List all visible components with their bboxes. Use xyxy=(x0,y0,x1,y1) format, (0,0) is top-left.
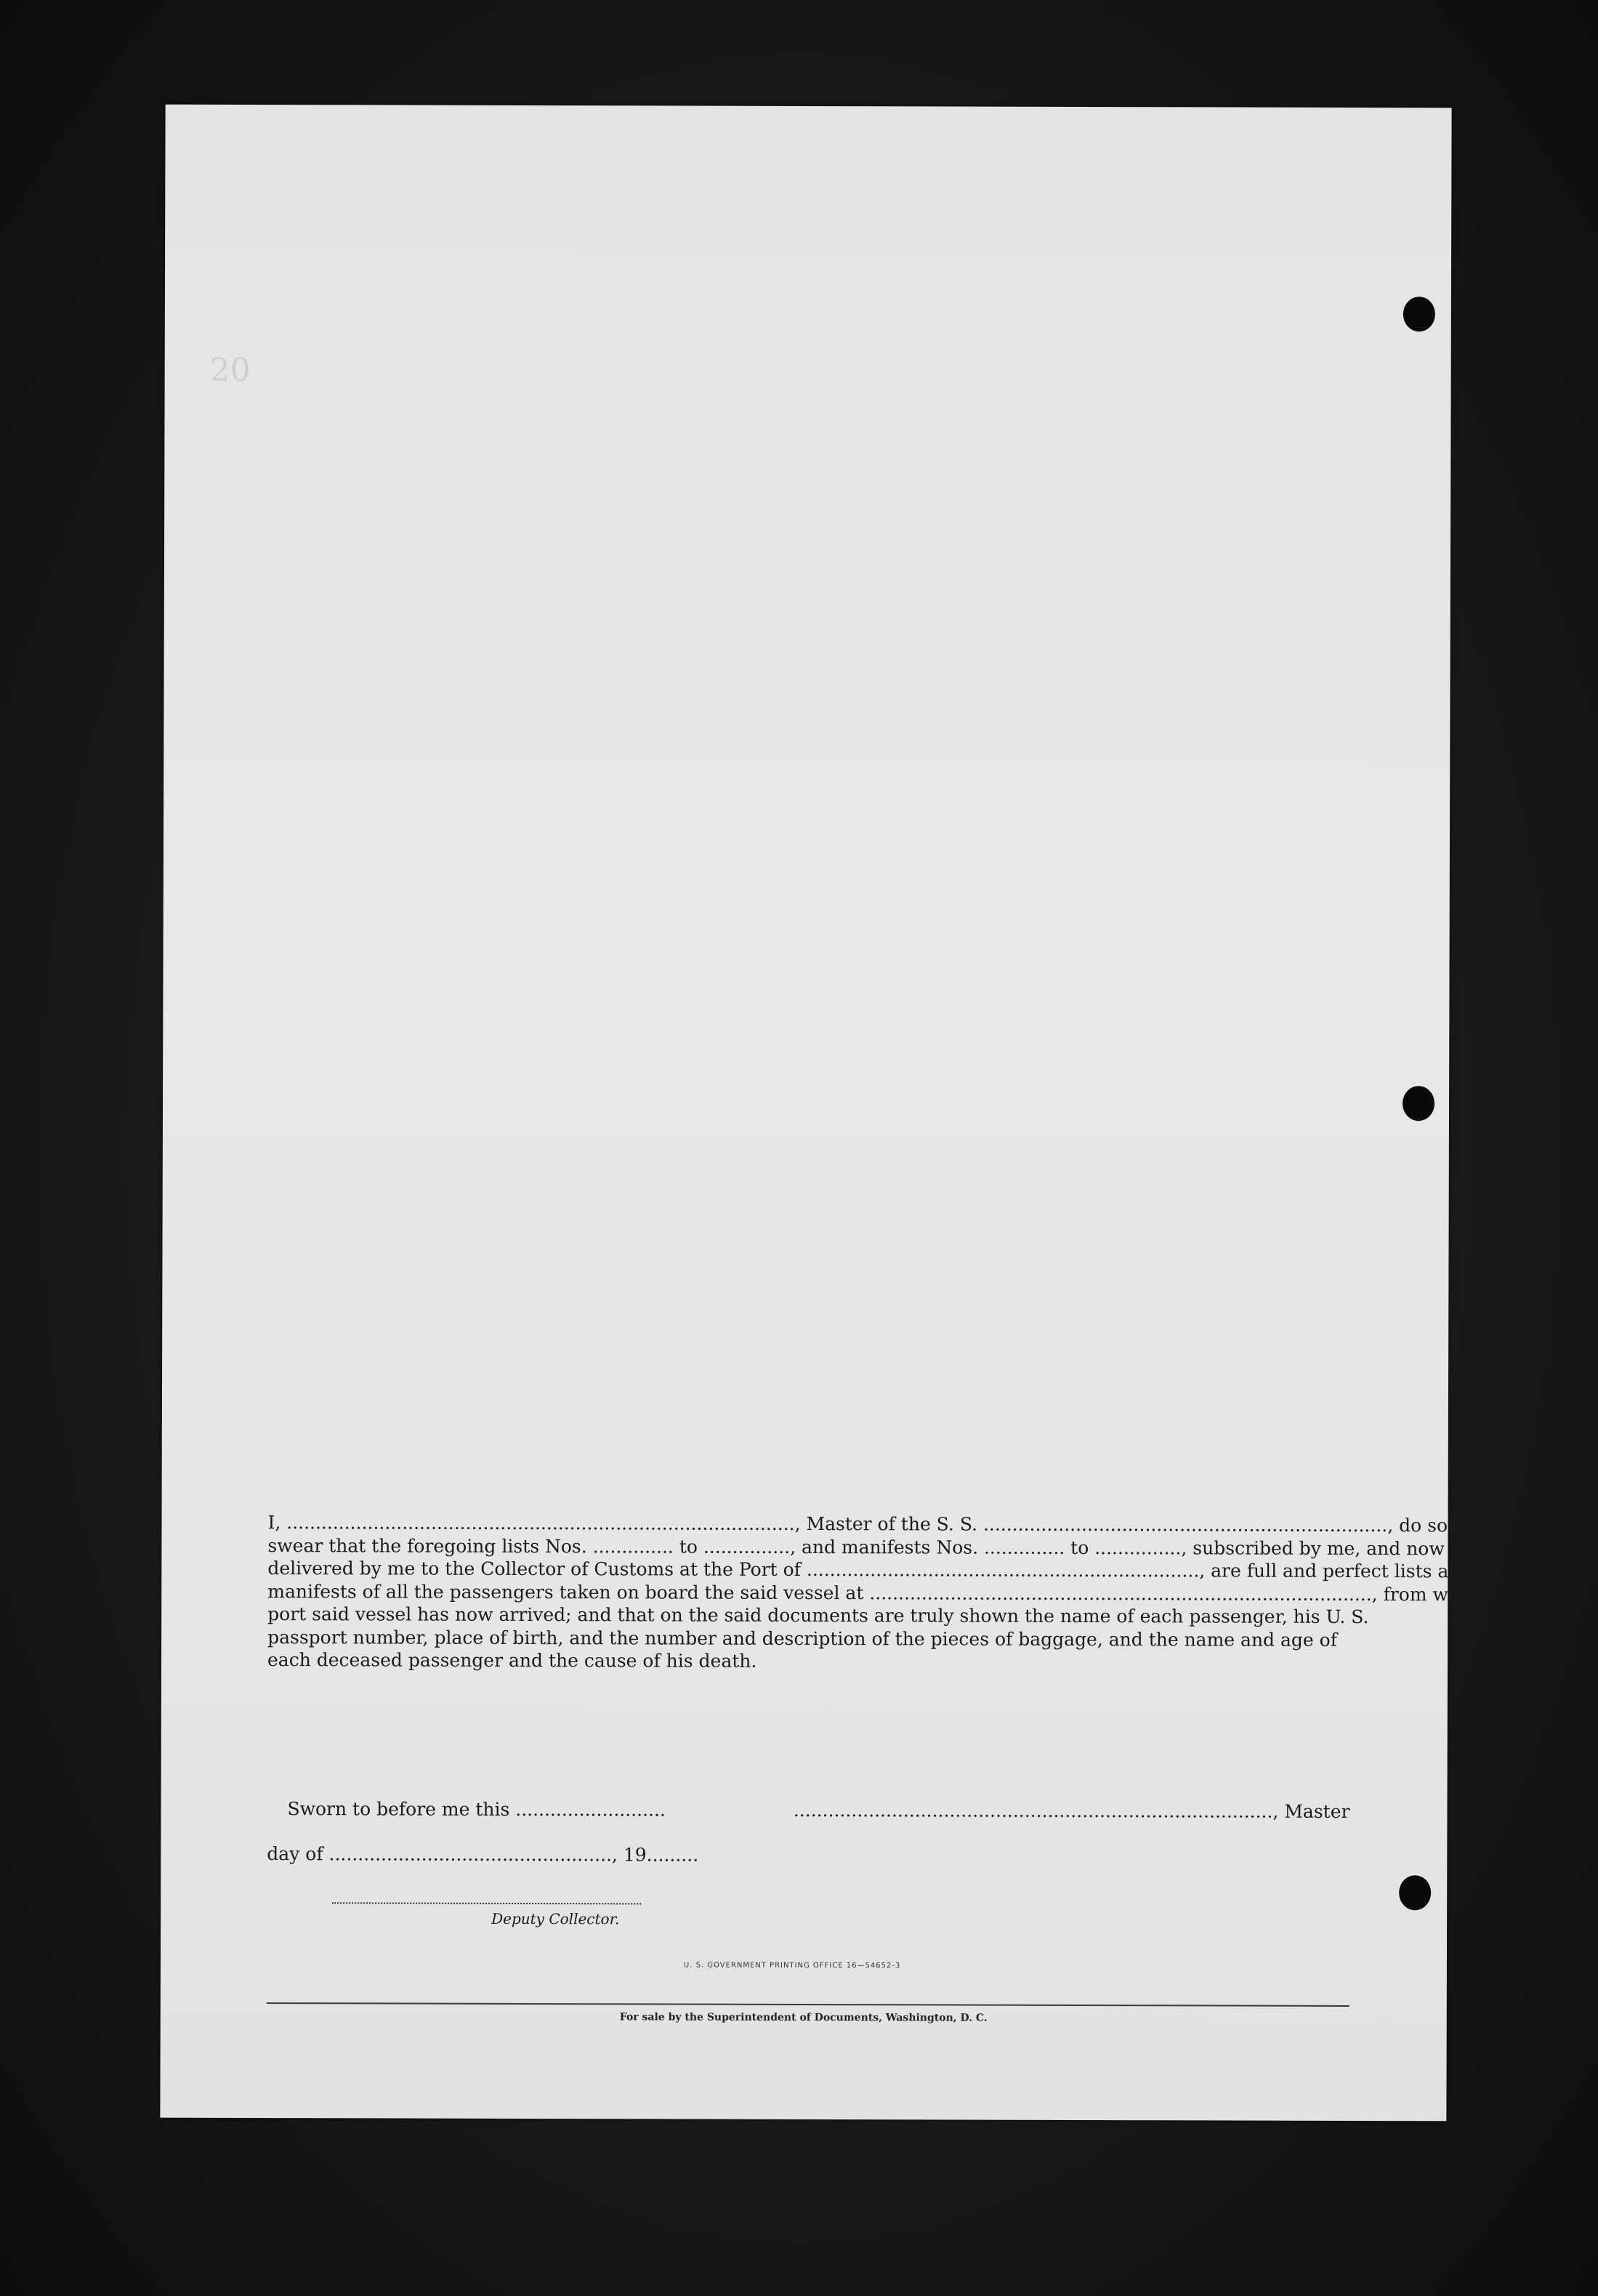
sale-notice: For sale by the Superintendent of Documents, Washington, D. C. xyxy=(619,2011,988,2024)
faint-page-number: 20 xyxy=(209,351,251,389)
oath-line-3: delivered by me to the Collector of Customs at the Port of ...................................................................., are full and perfect lists and xyxy=(267,1558,1472,1582)
oath-line-5: port said vessel has now arrived; and that on the said documents are truly shown the name of each passenger, his U. S. xyxy=(267,1603,1369,1628)
manifest-page xyxy=(160,105,1509,2122)
masters-oath xyxy=(267,1511,1509,1674)
oath-line-7: each deceased passenger and the cause of his death. xyxy=(267,1649,757,1672)
punch-hole-bottom xyxy=(1399,1875,1431,1910)
deputy-collector-signature-line xyxy=(332,1902,641,1904)
oath-line-4: manifests of all the passengers taken on board the said vessel at ......................................................................................., from which xyxy=(267,1580,1488,1605)
oath-line-6: passport number, place of birth, and the number and description of the pieces of baggage, and the name and age of xyxy=(267,1626,1338,1651)
oath-line-1: I, ........................................................................................, Master of the S. S. ......................................................................, do solemnly xyxy=(267,1512,1509,1536)
deputy-collector-label: Deputy Collector. xyxy=(491,1909,620,1928)
punch-hole-top xyxy=(1403,297,1435,331)
punch-hole-middle xyxy=(1403,1086,1434,1121)
printer-imprint: U. S. GOVERNMENT PRINTING OFFICE 16—54652-3 xyxy=(683,1961,901,1970)
sworn-before-me: Sworn to before me this .......................... xyxy=(287,1798,666,1821)
sworn-row xyxy=(267,1798,1350,1822)
oath-line-2: swear that the foregoing lists Nos. .............. to ..............., and manifests Nos. .............. to ..............., subscribed by me, and now xyxy=(267,1534,1445,1559)
master-signature-line: ..................................................................................., Master xyxy=(793,1799,1350,1822)
day-of-line: day of ................................................., 19......... xyxy=(267,1843,699,1866)
footer-rule xyxy=(267,2002,1349,2007)
